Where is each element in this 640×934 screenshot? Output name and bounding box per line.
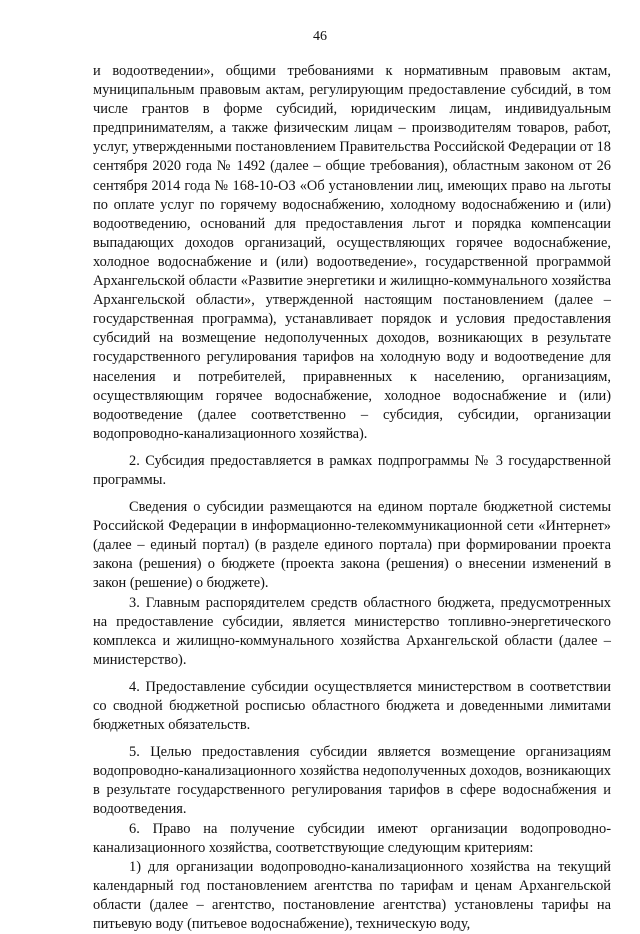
page-number: 46 [313, 29, 327, 44]
paragraph-1-continuation: и водоотведении», общими требованиями к нормативным правовым актам, муниципальным правовым актам, регулирующим предоставление субсидий, в том числе грантов в форме субсидий, юридическим лицам, индивидуальным предпринимателям, а также физическим лицам – производителям товаров, работ, услуг, утвержденными постановлением Правительства Российской Федерации от 18 сентября 2020 года № 1492 (далее – общие требования), областным законом от 26 сентября 2014 года № 168-10-ОЗ «Об установлении лиц, имеющих право на льготы по оплате услуг по горячему водоснабжению, холодному водоснабжению и (или) водоотведению, оснований для предоставления льгот и порядка компенсации выпадающих доходов организаций, осуществляющих горячее водоснабжение, холодное водоснабжение и (или) водоотведение», государственной программой Архангельской области «Развитие энергетики и жилищно-коммунального хозяйства Архангельской области», утвержденной настоящим постановлением (далее – государственная программа), устанавливает порядок и условия предоставления субсидий на возмещение недополученных доходов, возникающих в результате государственного регулирования тарифов на холодную воду и водоотведение для населения и потребителей, приравненных к населению, организациям, осуществляющим горячее водоснабжение, холодное водоснабжение и (или) водоотведение (далее соответственно – субсидия, субсидии, организации водопроводно-канализационного хозяйства). [93, 63, 611, 442]
paragraph-3: 3. Главным распорядителем средств областного бюджета, предусмотренных на предоставление субсидии, является министерство топливно-энергетического комплекса и жилищно-коммунального хозяйства Архангельской области (далее – министерство). [93, 594, 611, 668]
paragraph-5: 5. Целью предоставления субсидии является возмещение организациям водопроводно-канализационного хозяйства недополученных доходов, возникающих в результате государственного регулирования тарифов в сфере водоснабжения и водоотведения. [93, 744, 611, 818]
paragraph-4: 4. Предоставление субсидии осуществляется министерством в соответствии со сводной бюджетной росписью областного бюджета и доведенными лимитами бюджетных обязательств. [93, 678, 611, 734]
paragraph-2: 2. Субсидия предоставляется в рамках подпрограммы № 3 государственной программы. [93, 452, 611, 488]
paragraph-subsidy-info: Сведения о субсидии размещаются на едином портале бюджетной системы Российской Федерации в информационно-телекоммуникационной сети «Интернет» (далее – единый портал) (в разделе единого портала) при формировании проекта закона (решения) о бюджете (проекта закона (решения) о внесении изменений в закон (решение) о бюджете). [93, 499, 611, 592]
paragraph-6-item-1: 1) для организации водопроводно-канализационного хозяйства на текущий календарный год постановлением агентства по тарифам и ценам Архангельской области (далее – агентство, постановление агентства) установлены тарифы на питьевую воду (питьевое водоснабжение), техническую воду, [93, 858, 611, 933]
paragraph-6: 6. Право на получение субсидии имеют организации водопроводно-канализационного хозяйства, соответствующие следующим критериям: [93, 820, 611, 856]
document-body [93, 62, 611, 934]
